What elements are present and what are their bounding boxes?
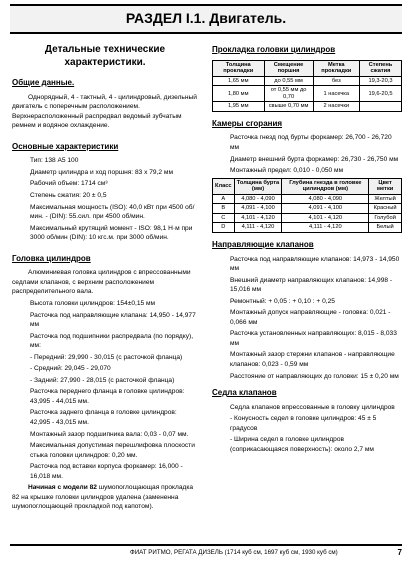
- table-cell: до 0,55 мм: [264, 76, 313, 86]
- table-cell: А: [213, 194, 235, 204]
- left-column: [12, 38, 198, 540]
- table-cell: 4,111 - 4,120: [282, 223, 369, 233]
- head-line: - Задний: 27,990 - 28,015 (с расточкой фланца): [30, 376, 175, 384]
- head-line: - Передний: 29,990 - 30,015 (с расточкой фланца): [30, 353, 183, 361]
- footer-text: ФИАТ РИТМО, РЕГАТА ДИЗЕЛЬ (1714 куб см, 1697 куб см, 1930 куб см): [130, 549, 338, 556]
- gasket-table-header: [213, 60, 402, 76]
- chambers-col-color: Цвет метки: [369, 178, 402, 194]
- head-line: Максимальная допустимая перешлифовка плоскости стыка головки цилиндров: 0,20 мм.: [30, 442, 195, 459]
- table-cell: 19,6-20,5: [359, 86, 401, 102]
- head-line: Расточка под подшипники распредвала (по порядку), мм:: [30, 332, 194, 350]
- guide-line: Расточка под направляющие клапанов: 14,973 - 14,950 мм: [230, 255, 400, 273]
- table-row: [213, 102, 402, 112]
- guide-line: Монтажный зазор стержни клапанов - направляющие клапанов: 0,023 - 0,59 мм: [230, 351, 395, 368]
- head-line: Монтажный зазор подшипника вала: 0,03 - 0,07 мм.: [30, 430, 189, 438]
- table-cell: D: [213, 223, 235, 233]
- spec-compression: Степень сжатия: 20 ± 0,5: [30, 192, 107, 200]
- section-title: РАЗДЕЛ I.1. Двигатель.: [125, 10, 287, 26]
- table-cell: 4,091 - 4,100: [234, 204, 282, 214]
- chamber-line: Диаметр внешний бурта форкамер: 26,730 - 26,750 мм: [230, 155, 399, 163]
- table-cell: Белый: [369, 223, 402, 233]
- table-cell: 4,080 - 4,090: [282, 194, 369, 204]
- table-cell: В: [213, 204, 235, 214]
- gasket-title: Прокладка головки цилиндров: [212, 45, 336, 54]
- table-cell: 2 насечки: [313, 102, 359, 112]
- head-note-rest: шумопоглощающая прокладка 82 на крышке головки цилиндров удалена (замененна шумопоглощающей прокладкой под капотом).: [12, 484, 194, 511]
- valve-seats-title: Седла клапанов: [212, 388, 277, 398]
- page-footer: [10, 544, 402, 560]
- table-cell: Красный: [369, 204, 402, 214]
- head-line: Расточка переднего фланца в головке цилиндров: 43,995 - 44,015 мм.: [30, 388, 185, 405]
- chambers-title: Камеры сгорания: [212, 118, 283, 128]
- chambers-table: [212, 178, 402, 233]
- valve-guides-title: Направляющие клапанов: [212, 239, 314, 249]
- table-cell: 4,091 - 4,100: [282, 204, 369, 214]
- head-line: Расточка под вставки корпуса форкамер: 16,000 - 16,018 мм.: [30, 463, 183, 480]
- table-cell: С: [213, 213, 235, 223]
- table-cell: свыше 0,70 мм: [264, 102, 313, 112]
- chamber-line: Монтажный предел: 0,010 - 0,050 мм: [230, 167, 344, 175]
- table-cell: 4,101 - 4,120: [282, 213, 369, 223]
- guide-line: Монтажный допуск направляющие - головка: 0,021 - 0,066 мм: [230, 309, 391, 326]
- main-specs-title: Основные характеристики: [12, 141, 119, 151]
- table-cell: 1 насечка: [313, 86, 359, 102]
- chamber-line: Расточка гнезд под бурты форкамер: 26,700 - 26,720 мм: [230, 134, 392, 152]
- chambers-col-class: Класс: [213, 178, 235, 194]
- seat-line: - Конусность седел в головке цилиндров: 45 ± 5 градусов: [230, 415, 377, 432]
- table-row: [213, 204, 402, 214]
- head-line: Высота головки цилиндров: 154±0,15 мм: [30, 299, 156, 307]
- table-cell: 1,65 мм: [213, 76, 265, 86]
- spec-torque: Максимальный крутящий момент - ISO: 98,1 Н·м при 3000 об/мин (DIN): 10 кгс.м. при 3000 об/мин.: [30, 224, 193, 242]
- table-row: [213, 213, 402, 223]
- gasket-col-ratio: Степень сжатия: [359, 60, 401, 76]
- table-cell: 19,3-20,3: [359, 76, 401, 86]
- general-data-title: Общие данные.: [12, 78, 75, 87]
- spec-type: Тип: 138 A5 100: [30, 157, 79, 165]
- gasket-col-offset: Смещение поршня: [264, 60, 313, 76]
- chambers-col-depth: Глубина гнезда в головке цилиндров (мм): [282, 178, 369, 194]
- section-header: [10, 4, 402, 34]
- table-cell: 1,95 мм: [213, 102, 265, 112]
- cylinder-head-title: Головка цилиндров: [12, 253, 91, 263]
- chambers-table-header: [213, 178, 402, 194]
- head-line: - Средний: 29,045 - 29,070: [30, 365, 111, 373]
- gasket-table: [212, 60, 402, 112]
- table-row: [213, 223, 402, 233]
- table-cell: 1,80 мм: [213, 86, 265, 102]
- table-row: [213, 86, 402, 102]
- main-title: Детальные технические характеристики.: [44, 44, 166, 68]
- table-cell: Голубой: [369, 213, 402, 223]
- spec-displacement: Рабочий объем: 1714 см³: [30, 180, 108, 188]
- table-cell: без: [313, 76, 359, 86]
- spec-bore-stroke: Диаметр цилиндра и ход поршня: 83 х 79,2 мм: [30, 168, 173, 176]
- page-number: 7: [397, 548, 402, 557]
- cylinder-head-intro: Алюминиевая головка цилиндров с впрессованными седлами клапанов, с верхним расположением распределительного вала.: [12, 269, 191, 296]
- guide-line: Расточка установленных направляющих: 8,015 - 8,033 мм: [230, 330, 397, 347]
- table-cell: [359, 102, 401, 112]
- seat-line: Седла клапанов впрессованные в головку цилиндров: [230, 403, 395, 411]
- table-row: [213, 194, 402, 204]
- head-note-bold: Начиная с модели 82: [28, 484, 97, 492]
- table-cell: 4,080 - 4,090: [234, 194, 282, 204]
- right-column: [212, 38, 402, 540]
- table-cell: 4,101 - 4,120: [234, 213, 282, 223]
- gasket-col-thickness: Толщина прокладки: [213, 60, 265, 76]
- table-row: [213, 76, 402, 86]
- head-line: Расточка заднего фланца в головке цилиндров: 42,995 - 43,015 мм.: [30, 409, 177, 426]
- chambers-col-collar: Толщина бурта (мм): [234, 178, 282, 194]
- seat-line: - Ширина седел в головке цилиндров (соприкасающаяся поверхность): около 2,7 мм: [230, 436, 374, 453]
- head-note: [12, 483, 198, 512]
- spec-power: Максимальная мощность (ISO): 40,0 кВт при 4500 об/мин. - (DIN): 55.сил. при 4500 об/мин.: [30, 203, 195, 221]
- table-cell: Желтый: [369, 194, 402, 204]
- general-data-text: Однорядный, 4 - тактный, 4 - цилиндровый, дизельный двигатель с поперечным расположением. Верхнерасположенный распредвал ведомый зубчатым ремнем и водяное охлаждение.: [12, 93, 197, 130]
- gasket-col-mark: Метка прокладки: [313, 60, 359, 76]
- guide-line: Ремонтный: + 0,05 : + 0,10 : + 0,25: [230, 297, 335, 305]
- table-cell: 4,111 - 4,120: [234, 223, 282, 233]
- guide-line: Внешний диаметр направляющих клапанов: 14,998 - 15,016 мм: [230, 276, 393, 294]
- head-line: Расточка под направляющие клапана: 14,950 - 14,977 мм: [30, 311, 196, 329]
- guide-line: Расстояние от направляющих до головки: 15 ± 0,20 мм: [230, 372, 399, 380]
- table-cell: от 0,55 мм до 0,70: [264, 86, 313, 102]
